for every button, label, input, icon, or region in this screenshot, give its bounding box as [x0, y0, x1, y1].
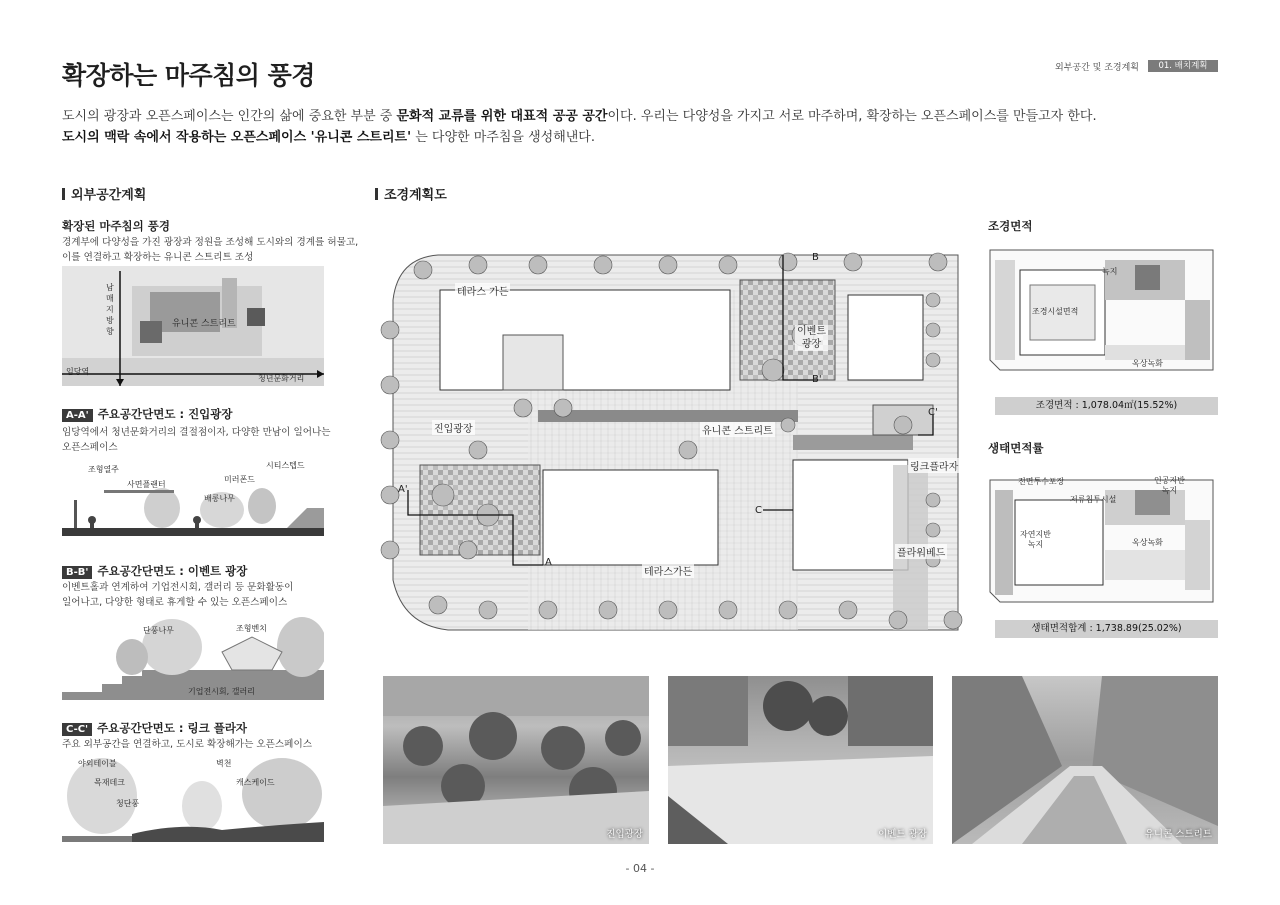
label-bb-0: 단풍나무 — [143, 626, 174, 635]
eco-label-3: 자연지반 녹지 — [1020, 530, 1051, 549]
area-diagram — [985, 240, 1218, 378]
eco-label-1: 인공지반 녹지 — [1154, 476, 1185, 495]
eco-title: 생태면적률 — [988, 441, 1044, 455]
label-aa-3: 시티스텝드 — [266, 461, 305, 470]
marker-b: B — [812, 252, 819, 263]
area-label-0: 녹지 — [1102, 267, 1118, 276]
section-title-exterior — [62, 184, 146, 203]
area-title: 조경면적 — [988, 219, 1033, 233]
block3-desc2: 일어나고, 다양한 형태로 휴게할 수 있는 오픈스페이스 — [62, 597, 288, 608]
label-bb-1: 조형벤치 — [236, 624, 267, 633]
photo-caption-1: 이벤트 광장 — [878, 829, 927, 840]
marker-a-prime: A' — [398, 484, 408, 495]
intro-line2-bold: 도시의 맥락 속에서 작용하는 오픈스페이스 '유니콘 스트리트' — [62, 130, 412, 145]
block3-desc1: 이벤트홀과 연계하여 기업전시회, 갤러리 등 문화활동이 — [62, 582, 294, 593]
label-road: 청년문화거리 — [258, 374, 305, 383]
block4-desc — [62, 737, 312, 752]
area-label-1: 조경시설면적 — [1032, 307, 1079, 316]
area-total: 조경면적 : 1,078.04㎡(15.52%) — [995, 397, 1218, 415]
block4-tag: C-C' — [62, 723, 92, 736]
section-cc-drawing — [62, 756, 324, 844]
plan-label-link: 링크플라자 — [908, 458, 960, 473]
label-aa-2: 미러폰드 — [224, 475, 255, 484]
label-cc-1: 벽천 — [216, 759, 232, 768]
label-aa-4: 배롱나무 — [204, 494, 235, 503]
block2-title — [62, 406, 233, 422]
area-label-2: 옥상녹화 — [1132, 359, 1163, 368]
block2-tag: A-A' — [62, 409, 93, 422]
section-title-exterior-text: 외부공간계획 — [71, 188, 147, 203]
photo-caption-0: 진입광장 — [606, 829, 643, 840]
block4-title — [62, 720, 247, 736]
photo-unicorn-street — [952, 676, 1218, 844]
block2-desc2: 오픈스페이스 — [62, 442, 118, 453]
marker-a: A — [545, 557, 552, 568]
plan-label-terrace-bottom: 테라스가든 — [642, 563, 694, 578]
label-vertical: 남 매 지 방 향 — [106, 283, 114, 336]
label-unicorn-street: 유니콘 스트리트 — [172, 319, 236, 329]
block4-desc1: 주요 외부공간을 연결하고, 도시로 확장해가는 오픈스페이스 — [62, 739, 312, 750]
marker-c-prime: C' — [928, 407, 938, 418]
eco-label-2: 저류침투시설 — [1070, 495, 1117, 504]
intro-line1-bold: 문화적 교류를 위한 대표적 공공 공간 — [396, 109, 608, 124]
label-cc-3: 캐스케이드 — [236, 778, 275, 787]
marker-c: C — [755, 505, 762, 516]
block3-desc — [62, 580, 293, 610]
plan-label-unicorn: 유니콘 스트리트 — [700, 422, 775, 437]
photo-entry-plaza — [383, 676, 649, 844]
label-cc-0: 야외테이블 — [78, 759, 117, 768]
block2-desc — [62, 425, 331, 455]
page-title: 확장하는 마주침의 풍경 — [62, 61, 315, 90]
label-cc-4: 청단풍 — [116, 799, 140, 808]
block1-desc2: 이를 연결하고 확장하는 유니콘 스트리트 조성 — [62, 252, 254, 263]
label-cc-2: 목재데크 — [94, 778, 125, 787]
block3-tag: B-B' — [62, 566, 92, 579]
plan-label-flower: 플라워베드 — [895, 544, 947, 559]
block1-desc — [62, 235, 358, 265]
label-station: 임당역 — [66, 367, 90, 376]
eco-label-0: 전면투수포장 — [1018, 477, 1065, 486]
label-aa-0: 조형열주 — [88, 465, 119, 474]
eco-label-4: 옥상녹화 — [1132, 538, 1163, 547]
photo-caption-2: 유니콘 스트리트 — [1144, 829, 1212, 840]
block2-desc1: 임당역에서 청년문화거리의 결절점이자, 다양한 만남이 일어나는 — [62, 427, 331, 438]
breadcrumb-tag: 01. 배치계획 — [1148, 60, 1218, 72]
breadcrumb: 외부공간 및 조경계획 — [1055, 63, 1139, 73]
intro-line2-b: 는 다양한 마주침을 생성해낸다. — [411, 130, 595, 145]
block1-desc1: 경계부에 다양성을 가진 광장과 정원을 조성해 도시와의 경계를 허물고, — [62, 237, 359, 248]
section-title-plan-text: 조경계획도 — [384, 188, 447, 203]
plan-label-terrace-top: 테라스 가든 — [455, 283, 510, 298]
intro-line1-c: 이다. 우리는 다양성을 가지고 서로 마주하며, 확장하는 오픈스페이스를 만들고자 한다. — [607, 109, 1097, 124]
marker-b-prime: B' — [812, 374, 822, 385]
label-bb-2: 기업전시회, 갤러리 — [188, 687, 255, 696]
plan-label-entry: 진입광장 — [432, 420, 475, 435]
page-number: - 04 - — [625, 862, 655, 875]
photo-event-plaza — [668, 676, 933, 844]
block3-title — [62, 563, 247, 579]
block4-title-text: 주요공간단면도 : 링크 플라자 — [97, 721, 248, 735]
section-title-plan — [375, 184, 447, 203]
plan-label-event: 이벤트 광장 — [797, 326, 826, 350]
block1-title: 확장된 마주침의 풍경 — [62, 219, 170, 233]
eco-total: 생태면적합계 : 1,738.89(25.02%) — [995, 620, 1218, 638]
block3-title-text: 주요공간단면도 : 이벤트 광장 — [97, 564, 248, 578]
intro-text — [62, 106, 1097, 148]
label-aa-1: 사면플랜터 — [127, 480, 166, 489]
intro-line1-a: 도시의 광장과 오픈스페이스는 인간의 삶에 중요한 부분 중 — [62, 109, 397, 124]
block2-title-text: 주요공간단면도 : 진입광장 — [97, 407, 233, 421]
